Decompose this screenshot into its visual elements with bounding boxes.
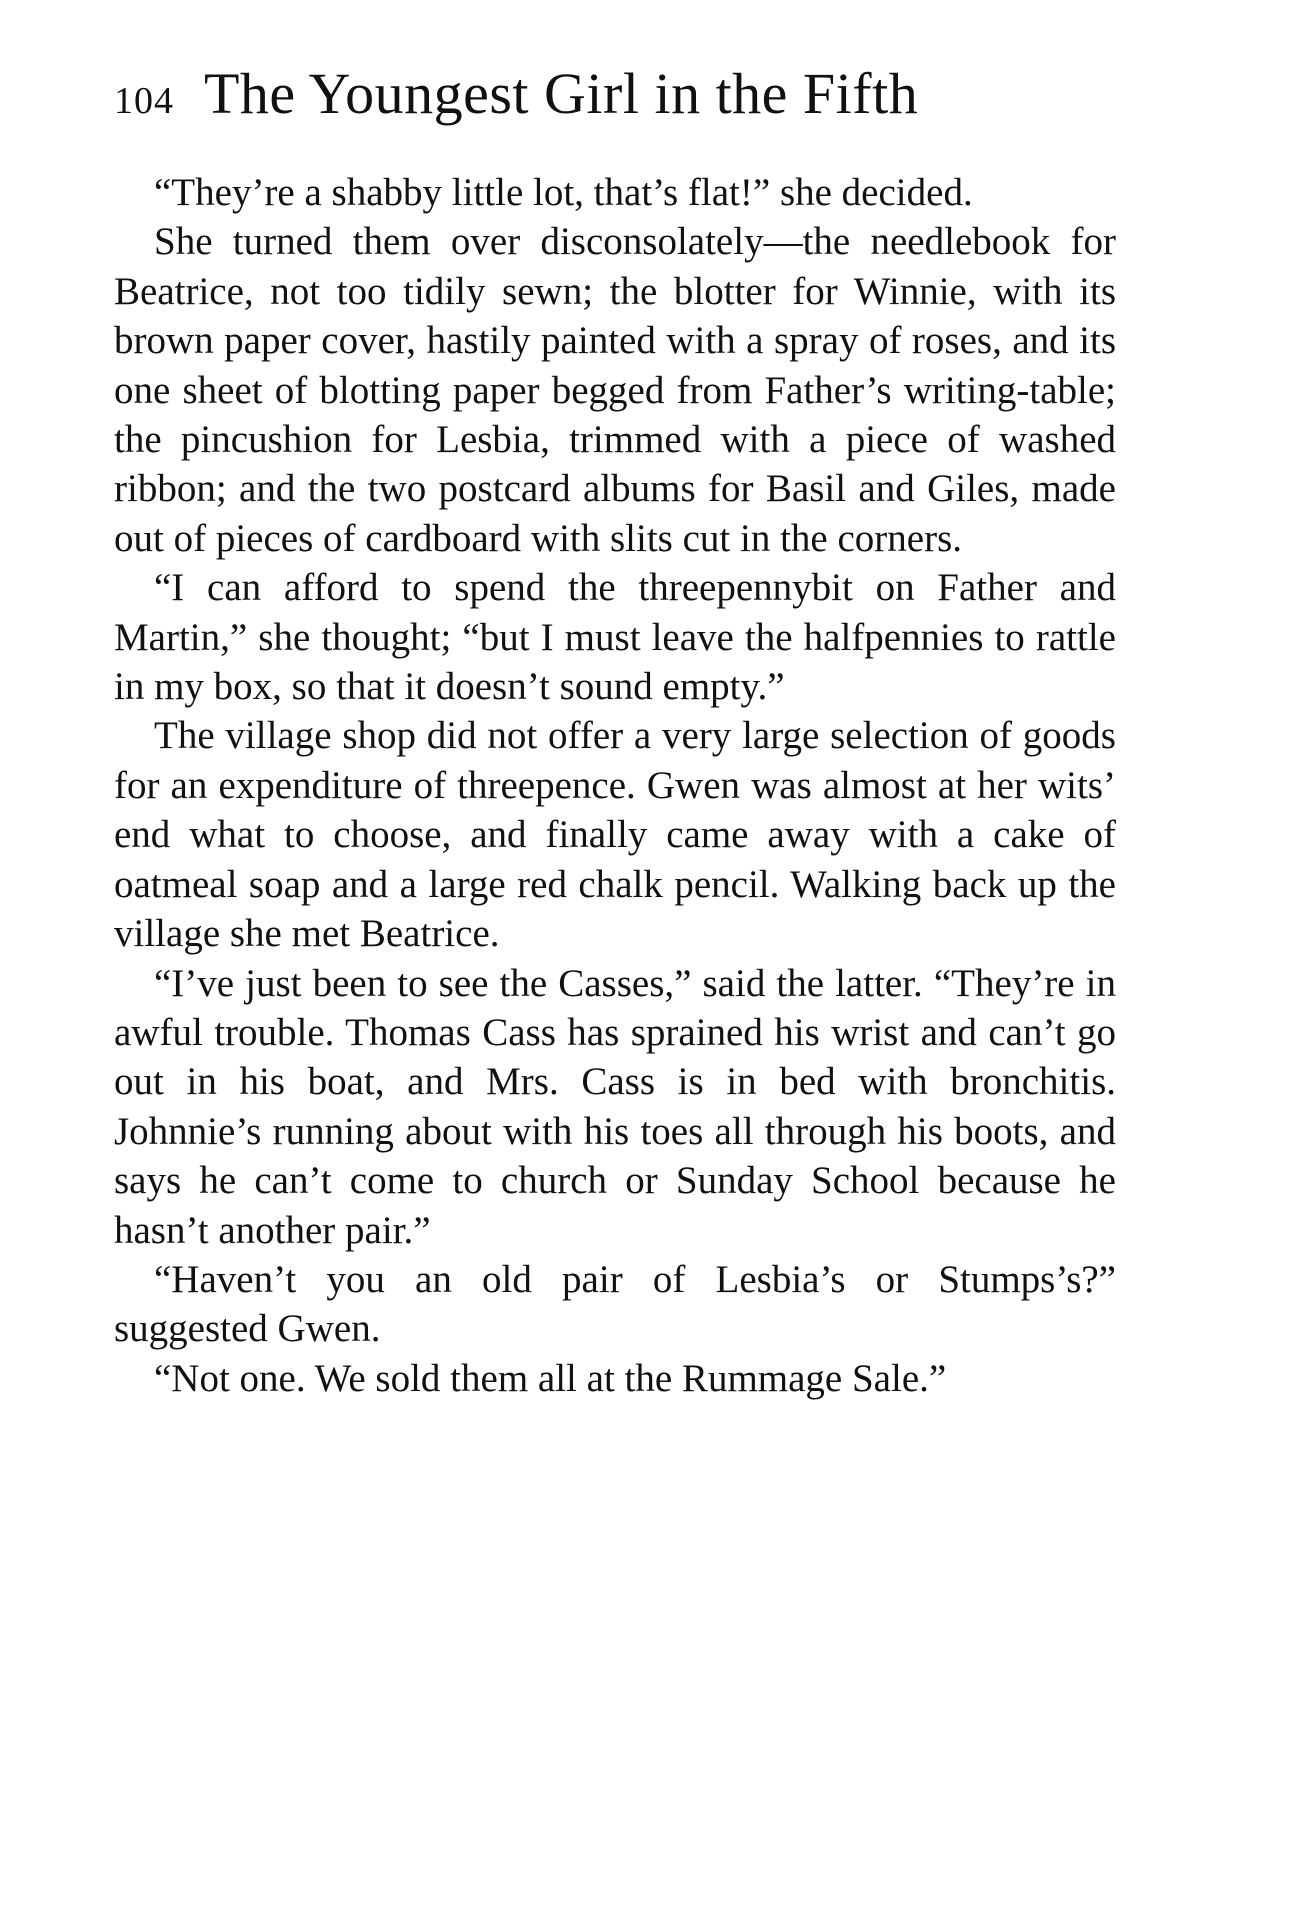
body-text xyxy=(114,168,1116,1403)
page-header xyxy=(114,60,1114,140)
running-title: The Youngest Girl in the Fifth xyxy=(204,61,919,126)
paragraph: She turned them over disconsolately—the needlebook for Beatrice, not too tidily sewn; the blotter for Winnie, with its brown paper cover, hastily painted with a spray of roses, and its one sheet of blotting paper begged from Father’s writing-table; the pincushion for Lesbia, trimmed with a piece of washed ribbon; and the two postcard albums for Basil and Giles, made out of pieces of cardboard with slits cut in the corners. xyxy=(114,220,1116,560)
paragraph: “They’re a shabby little lot, that’s flat!” she decided. xyxy=(154,171,973,214)
paragraph: “I’ve just been to see the Casses,” said the latter. “They’re in awful trouble. Thomas Cass has sprained his wrist and can’t go out in his boat, and Mrs. Cass is in bed with bronchitis. Johnnie’s running about with his toes all through his boots, and says he can’t come to church or Sunday School because he hasn’t another pair.” xyxy=(114,961,1116,1252)
paragraph: “Not one. We sold them all at the Rummage Sale.” xyxy=(154,1356,947,1400)
paragraph: “Haven’t you an old pair of Lesbia’s or Stumps’s?” suggested Gwen. xyxy=(114,1257,1116,1351)
page-number: 104 xyxy=(114,80,174,122)
paragraph: The village shop did not offer a very large selection of goods for an expenditure of threepence. Gwen was almost at her wits’ end what to choose, and finally came away with a cake of oatmeal soap and a large red chalk pencil. Walking back up the village she met Beatrice. xyxy=(114,714,1116,956)
paragraph: “I can afford to spend the threepennybit on Father and Martin,” she thought; “but I must leave the halfpennies to rattle in my box, so that it doesn’t sound empty.” xyxy=(114,566,1116,709)
